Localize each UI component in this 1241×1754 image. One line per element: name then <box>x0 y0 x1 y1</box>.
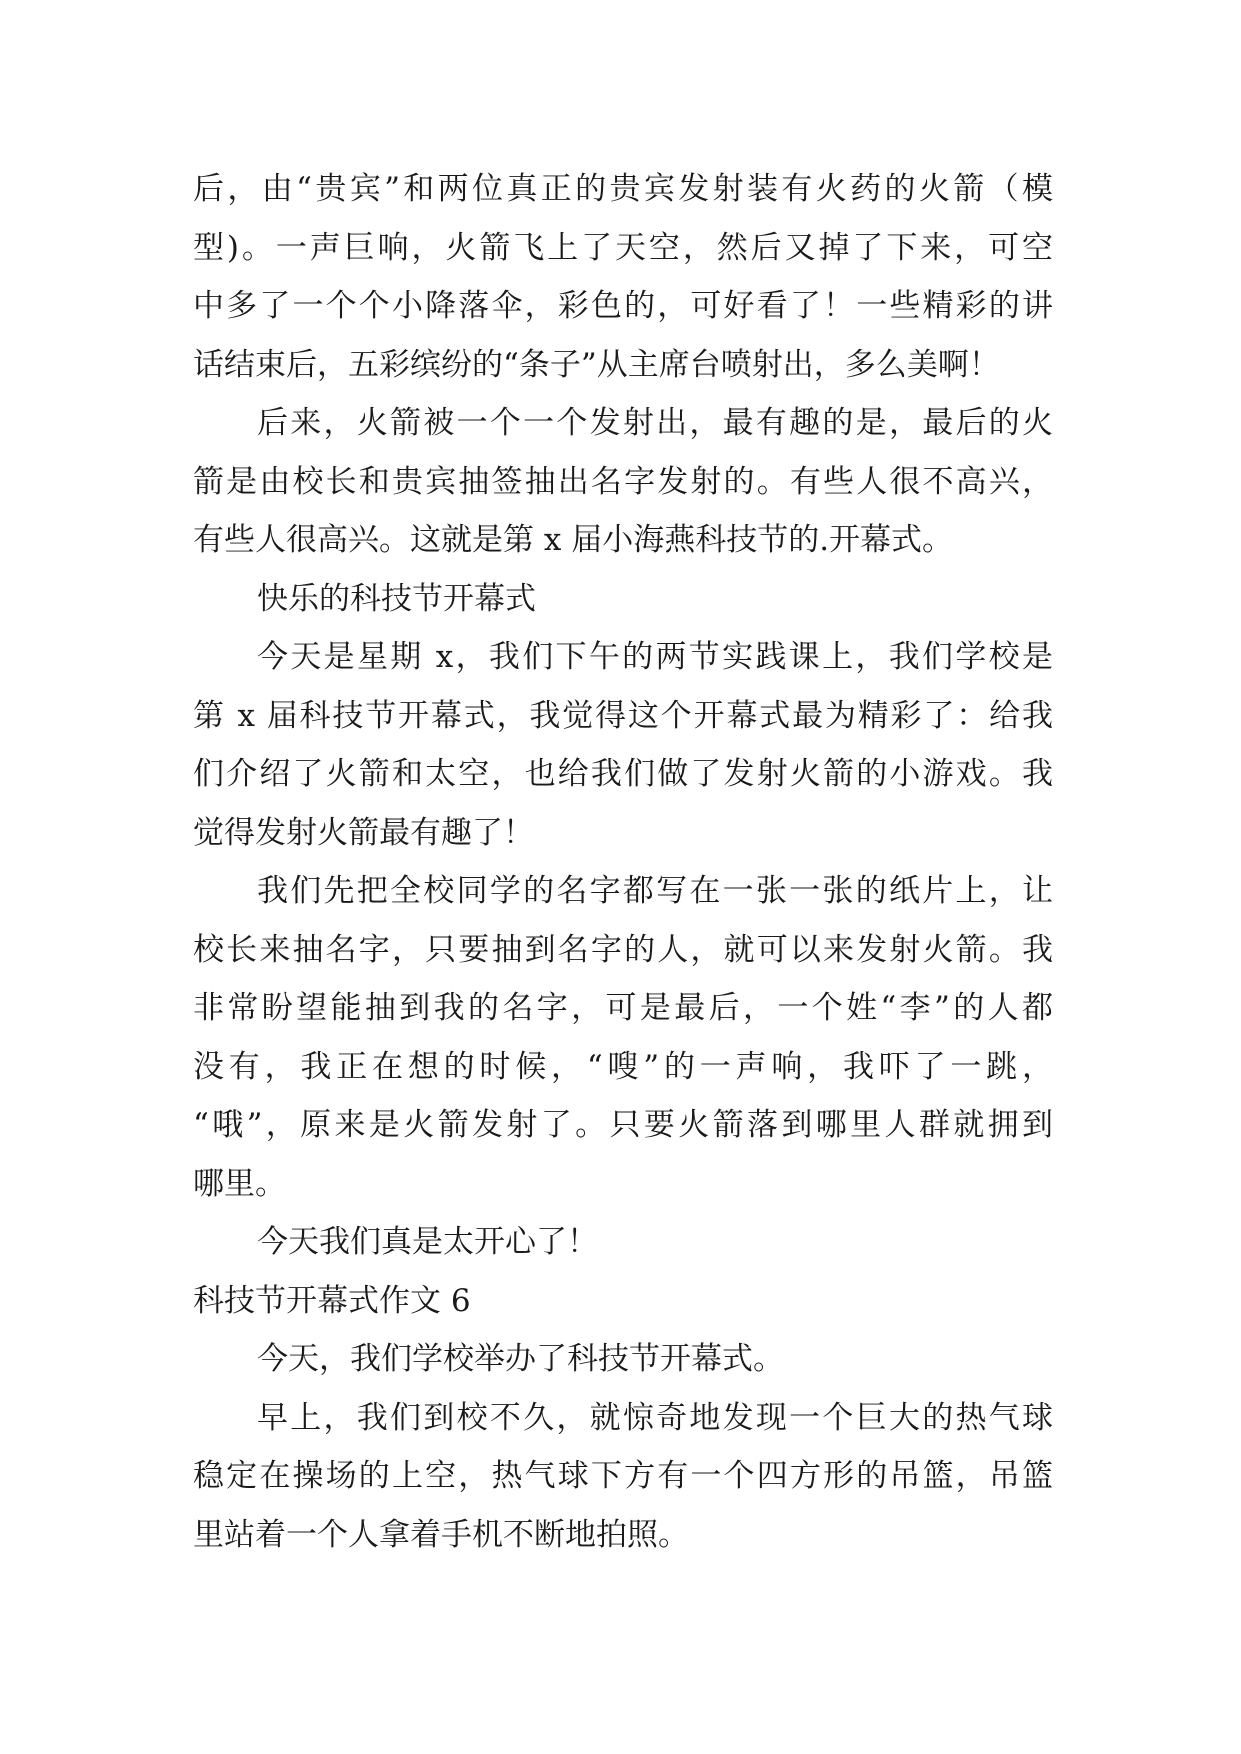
text-line: 非常盼望能抽到我的名字，可是最后，一个姓“李”的人都 <box>193 990 1053 1026</box>
text-line: 中多了一个个小降落伞，彩色的，可好看了！一些精彩的讲 <box>193 288 1053 324</box>
text-line: 后，由“贵宾”和两位真正的贵宾发射装有火药的火箭（模 <box>193 171 1053 207</box>
text-line: 早上，我们到校不久，就惊奇地发现一个巨大的热气球 <box>257 1399 1053 1436</box>
text-line: “哦”，原来是火箭发射了。只要火箭落到哪里人群就拥到 <box>193 1107 1053 1143</box>
text-line: 今天是星期 x，我们下午的两节实践课上，我们学校是 <box>257 639 1053 675</box>
text-line: 后来，火箭被一个一个发射出，最有趣的是，最后的火 <box>257 405 1053 441</box>
text-line: 有些人很高兴。这就是第 x 届小海燕科技节的.开幕式。 <box>193 522 954 558</box>
document-body <box>193 160 1053 1564</box>
text-line: 里站着一个人拿着手机不断地拍照。 <box>193 1516 689 1553</box>
text-line: 第 x 届科技节开幕式，我觉得这个开幕式最为精彩了：给我 <box>193 697 1053 734</box>
text-line: 哪里。 <box>193 1165 286 1202</box>
text-line: 今天我们真是太开心了！ <box>257 1224 598 1260</box>
text-line: 没有，我正在想的时候，“嗖”的一声响，我吓了一跳， <box>193 1048 1053 1085</box>
essay-title: 科技节开幕式作文 6 <box>193 1282 471 1319</box>
text-line: 型)。一声巨响，火箭飞上了天空，然后又掉了下来，可空 <box>193 229 1053 266</box>
text-line: 们介绍了火箭和太空，也给我们做了发射火箭的小游戏。我 <box>193 756 1053 792</box>
text-line: 我们先把全校同学的名字都写在一张一张的纸片上，让 <box>257 873 1053 909</box>
text-line: 话结束后，五彩缤纷的“条子”从主席台喷射出，多么美啊！ <box>193 346 1000 383</box>
text-line: 箭是由校长和贵宾抽签抽出名字发射的。有些人很不高兴， <box>193 463 1053 500</box>
section-title: 快乐的科技节开幕式 <box>257 580 536 617</box>
text-line: 觉得发射火箭最有趣了！ <box>193 814 534 851</box>
text-line: 今天，我们学校举办了科技节开幕式。 <box>257 1341 784 1377</box>
text-line: 稳定在操场的上空，热气球下方有一个四方形的吊篮，吊篮 <box>193 1458 1053 1494</box>
text-line: 校长来抽名字，只要抽到名字的人，就可以来发射火箭。我 <box>193 931 1053 968</box>
